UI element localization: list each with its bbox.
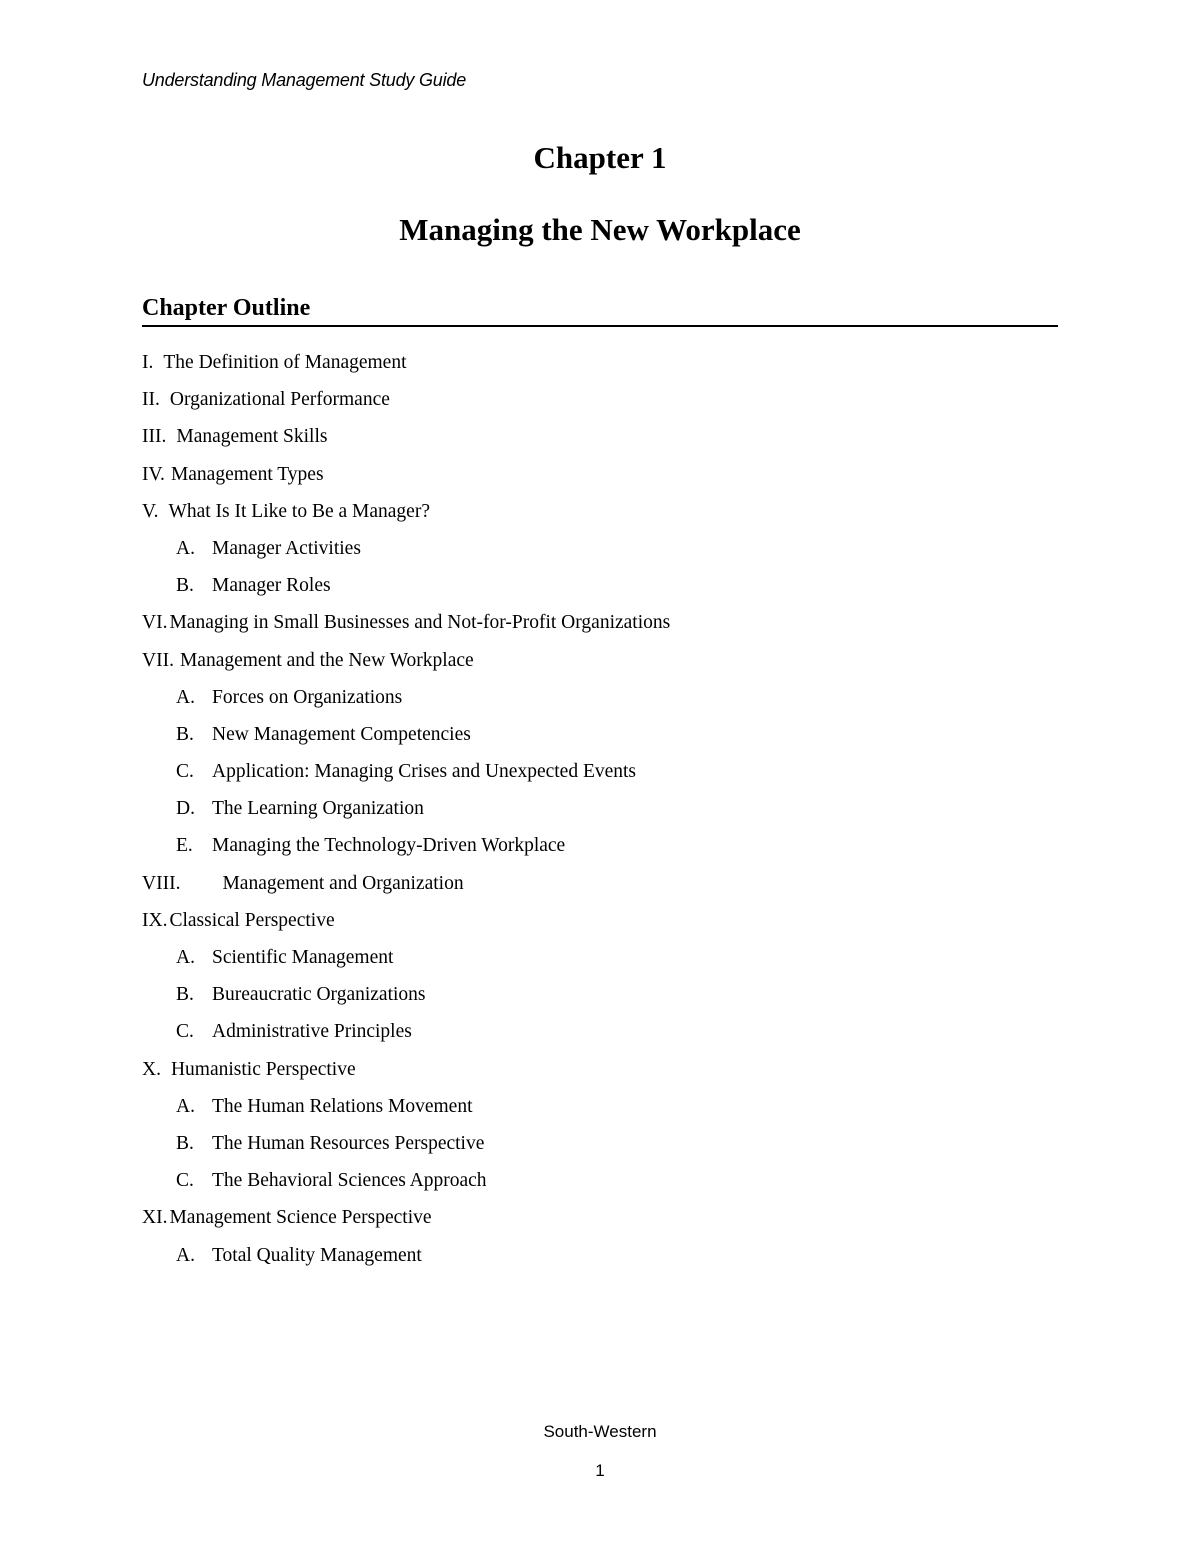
- outline-item-number: A.: [176, 537, 195, 559]
- outline-item-number: C.: [176, 1170, 194, 1192]
- outline-item-text: Bureaucratic Organizations: [212, 984, 426, 1006]
- outline-item: [142, 1204, 1058, 1241]
- outline-item: [142, 870, 1058, 907]
- outline-item-text: What Is It Like to Be a Manager?: [168, 500, 430, 522]
- chapter-outline-list: [142, 349, 1058, 1279]
- outline-item: [142, 461, 1058, 498]
- outline-item-text: The Human Relations Movement: [212, 1095, 473, 1117]
- outline-item-text: Organizational Performance: [169, 389, 390, 411]
- outline-subitem: [142, 795, 1058, 832]
- outline-item-number: VI.: [142, 612, 168, 634]
- outline-item: [142, 647, 1058, 684]
- outline-item-number: A.: [176, 947, 195, 968]
- outline-subitem: [142, 721, 1058, 758]
- outline-subitem: [142, 944, 1058, 981]
- outline-item-number: II.: [142, 389, 160, 411]
- outline-item-text: Managing the Technology-Driven Workplace: [212, 835, 566, 857]
- outline-item-text: Managing in Small Businesses and Not-for-Profit Organizations: [169, 612, 671, 634]
- outline-item-number: A.: [176, 1244, 195, 1266]
- outline-item-text: New Management Competencies: [212, 723, 471, 745]
- outline-item-text: Management and Organization: [222, 872, 464, 894]
- outline-item-text: The Learning Organization: [212, 798, 424, 820]
- outline-item: [142, 498, 1058, 535]
- outline-item: [142, 907, 1058, 944]
- outline-item-text: Humanistic Perspective: [170, 1058, 356, 1080]
- page-number: 1: [595, 1461, 605, 1480]
- outline-item-text: Management Science Perspective: [169, 1207, 432, 1229]
- outline-item-number: E.: [176, 835, 193, 857]
- chapter-number: Chapter 1: [533, 140, 667, 175]
- outline-item-number: IX.: [142, 909, 168, 931]
- outline-subitem: [142, 1018, 1058, 1055]
- chapter-title: Managing the New Workplace: [399, 212, 801, 247]
- outline-item-text: Classical Perspective: [169, 909, 335, 931]
- outline-item-text: Management Types: [170, 463, 324, 485]
- outline-item-number: X.: [142, 1058, 161, 1080]
- outline-item: [142, 1056, 1058, 1093]
- outline-subitem: [142, 1242, 1058, 1279]
- outline-item-number: C.: [176, 1021, 194, 1043]
- outline-item-text: Management Skills: [176, 426, 328, 448]
- outline-item-number: I.: [142, 352, 154, 373]
- outline-item-text: Administrative Principles: [212, 1021, 412, 1043]
- outline-item-text: Scientific Management: [212, 947, 394, 968]
- outline-subitem: [142, 1130, 1058, 1167]
- outline-item-number: B.: [176, 1132, 194, 1154]
- outline-item-text: Management and the New Workplace: [179, 649, 474, 671]
- outline-item-text: The Human Resources Perspective: [212, 1132, 485, 1154]
- outline-subitem: [142, 684, 1058, 721]
- outline-item-number: A.: [176, 686, 195, 708]
- outline-item-text: Application: Managing Crises and Unexpected Events: [212, 761, 637, 783]
- outline-item-number: A.: [176, 1095, 195, 1117]
- outline-item-number: C.: [176, 761, 194, 783]
- outline-item-text: Manager Roles: [212, 575, 331, 597]
- outline-item-number: VII.: [142, 649, 174, 671]
- outline-item-number: IV.: [142, 463, 165, 485]
- outline-item: [142, 349, 1058, 386]
- outline-item-number: VIII.: [142, 872, 181, 894]
- outline-item-text: Total Quality Management: [212, 1244, 422, 1266]
- chapter-outline-heading: Chapter Outline: [142, 293, 1058, 327]
- outline-item-text: Manager Activities: [212, 537, 361, 559]
- running-header: Understanding Management Study Guide: [142, 70, 467, 90]
- outline-item-number: III.: [142, 426, 167, 448]
- outline-item: [142, 423, 1058, 460]
- outline-subitem: [142, 535, 1058, 572]
- outline-item-number: B.: [176, 575, 194, 597]
- outline-item-number: B.: [176, 984, 194, 1006]
- outline-item: [142, 609, 1058, 646]
- outline-item-number: XI.: [142, 1207, 168, 1229]
- outline-item-number: D.: [176, 798, 195, 820]
- outline-item-text: The Definition of Management: [163, 352, 407, 373]
- outline-item: [142, 386, 1058, 423]
- outline-subitem: [142, 981, 1058, 1018]
- footer-publisher: South-Western: [543, 1422, 657, 1441]
- outline-subitem: [142, 832, 1058, 869]
- outline-subitem: [142, 572, 1058, 609]
- outline-item-text: The Behavioral Sciences Approach: [212, 1170, 487, 1192]
- outline-subitem: [142, 1093, 1058, 1130]
- outline-item-text: Forces on Organizations: [212, 686, 403, 708]
- outline-item-number: B.: [176, 723, 194, 745]
- outline-subitem: [142, 758, 1058, 795]
- outline-subitem: [142, 1167, 1058, 1204]
- outline-item-number: V.: [142, 500, 159, 522]
